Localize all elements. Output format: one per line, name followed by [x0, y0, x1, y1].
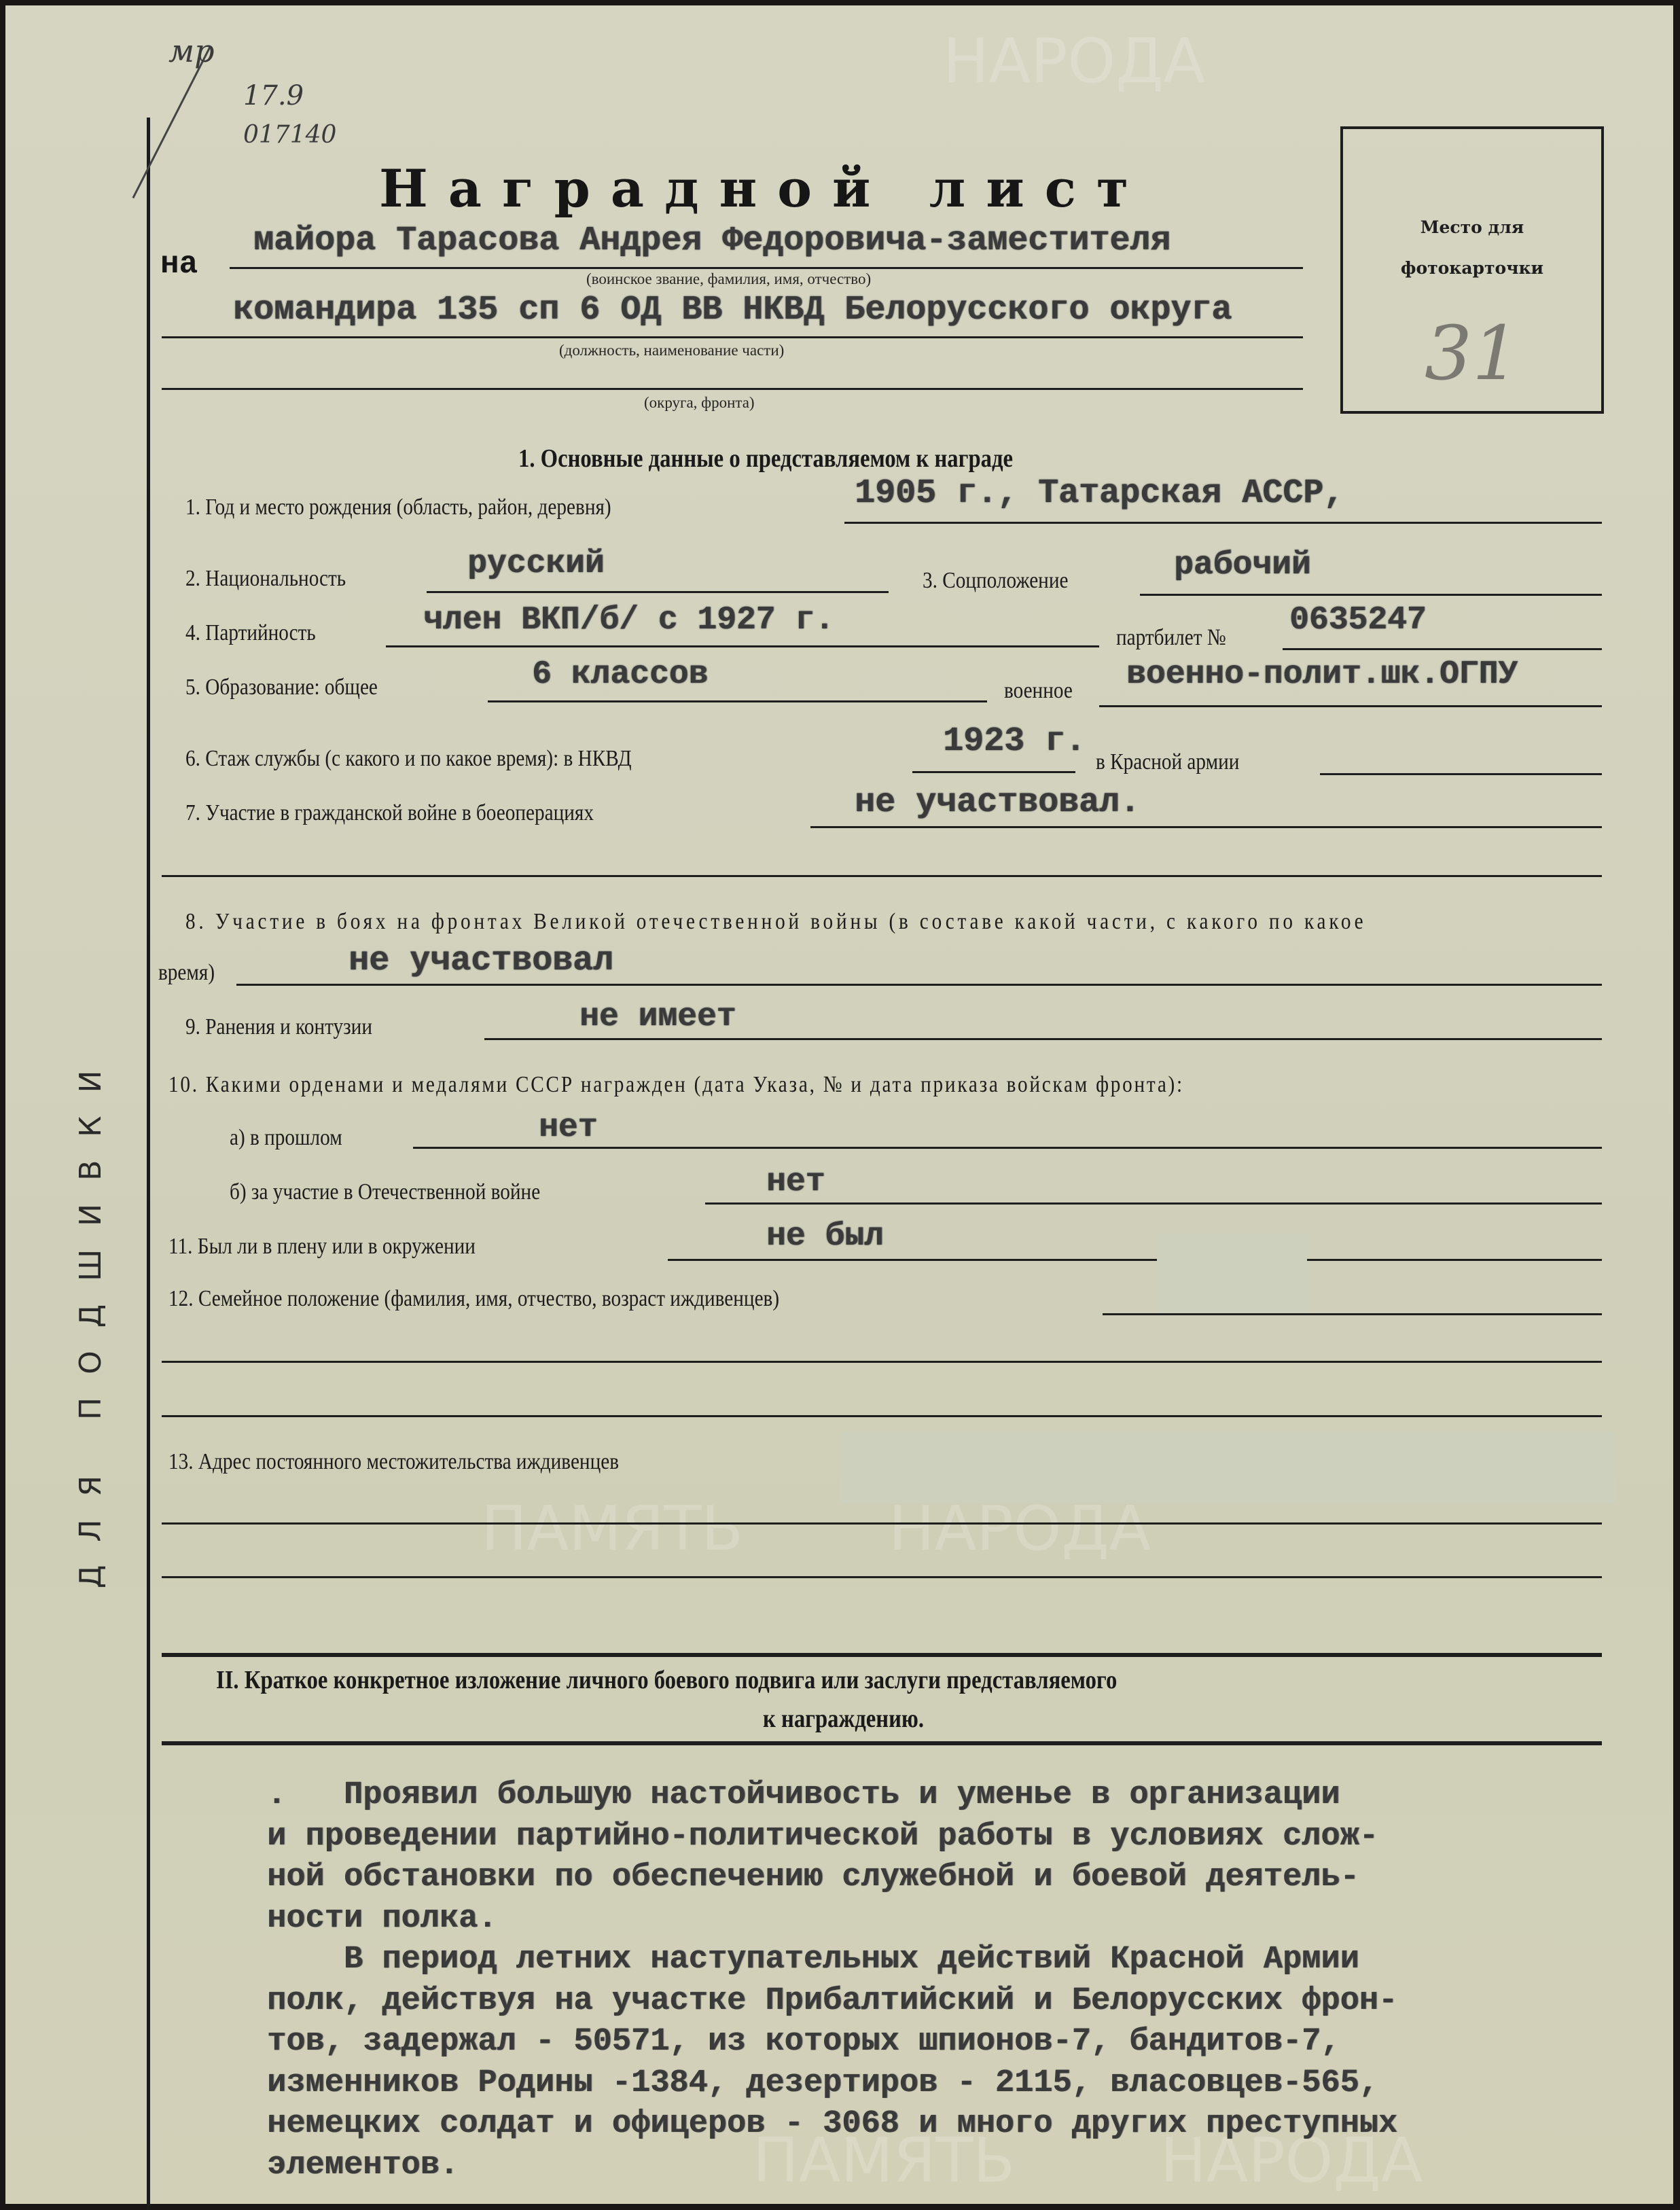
underline	[162, 875, 1602, 877]
recipient-name-line-1: майора Тарасова Андрея Федоровича-заместителя	[253, 221, 1171, 260]
handwritten-note: 017140	[243, 121, 337, 149]
underline	[162, 1576, 1602, 1578]
field-value-wounds: не имеет	[579, 999, 736, 1035]
field-label-civil-war: 7. Участие в гражданской войне в боеоперациях	[185, 800, 594, 825]
underline	[810, 826, 1602, 828]
award-sheet	[5, 5, 1673, 2204]
field-value-awards-past: нет	[539, 1109, 598, 1146]
photo-label-line-2: фотокарточки	[1400, 258, 1544, 278]
underline	[1283, 648, 1602, 650]
field-value-party: член ВКП/б/ с 1927 г.	[423, 602, 834, 639]
field-label-ww2: 8. Участие в боях на фронтах Великой отечественной войны (в составе какой части, с какого по какое	[185, 909, 1367, 934]
binding-margin-line	[147, 118, 150, 2210]
field-value-social-status: рабочий	[1174, 547, 1311, 584]
field-value-education: 6 классов	[532, 656, 709, 693]
underline	[484, 1038, 1602, 1040]
field-label-social-status: 3. Соцположение	[923, 568, 1069, 593]
field-label-education: 5. Образование: общее	[185, 675, 378, 700]
field-label-ww2-cont: время)	[158, 960, 215, 985]
title-prefix: на	[160, 247, 198, 282]
handwritten-note: мр	[168, 33, 215, 69]
underline	[162, 336, 1303, 338]
field-value-birth: 1905 г., Татарская АССР,	[855, 474, 1344, 513]
underline	[1306, 1259, 1602, 1261]
section-1-heading: 1. Основные данные о представляемом к награде	[518, 444, 1014, 473]
caption-position: (должность, наименование части)	[559, 342, 785, 359]
field-label-party: 4. Партийность	[185, 620, 316, 645]
caption-district: (округа, фронта)	[644, 394, 755, 411]
field-label-birth: 1. Год и место рождения (область, район, деревня)	[185, 495, 611, 520]
underline	[236, 984, 1602, 986]
watermark-text: ПАМЯТЬ	[481, 1493, 744, 1565]
field-value-party-card: 0635247	[1289, 602, 1427, 639]
underline	[1099, 705, 1602, 707]
watermark-text: НАРОДА	[1160, 2125, 1423, 2196]
field-label-captivity: 11. Был ли в плену или в окружении	[168, 1234, 476, 1259]
redacted-area	[841, 1432, 1615, 1503]
section-2-heading: II. Краткое конкретное изложение личного боевого подвига или заслуги представляемого	[216, 1666, 1118, 1694]
underline	[162, 1415, 1602, 1417]
underline	[488, 700, 987, 702]
field-label-wounds: 9. Ранения и контузии	[185, 1014, 372, 1039]
field-label-party-card: партбилет №	[1116, 625, 1226, 650]
section-2-heading-cont: к награждению.	[763, 1705, 925, 1733]
underline	[705, 1202, 1602, 1205]
watermark-text: ПАМЯТЬ	[753, 2125, 1016, 2196]
section-divider	[162, 1653, 1602, 1657]
photo-label-line-1: Место для	[1420, 217, 1524, 237]
merit-description: . Проявил большую настойчивость и уменье в организации и проведении партийно-политической работы в условиях слож- ной обстановки по обеспечению служебной и боевой деятель- ности полка. В период летних наступательных действий Красной Армии полк, действуя на участке Прибалтийский и Белорусских фрон- тов, задержал - 50571, из которых шпионов-7, бандитов-7, изменников Родины -1384, дезертиров - 2115, власовцев-565, немецких солдат и офицеров - 3068 и много других преступных элементов.	[267, 1777, 1398, 2184]
document-title: Наградной лист	[379, 158, 1149, 219]
field-label-military-education: военное	[1004, 678, 1073, 703]
caption-rank-name: (воинское звание, фамилия, имя, отчество)	[586, 270, 872, 287]
underline	[1103, 1313, 1602, 1315]
field-value-awards-ww2: нет	[766, 1164, 825, 1200]
field-value-nationality: русский	[467, 546, 605, 582]
binding-margin-label: ДЛЯ ПОДШИВКИ	[73, 1047, 108, 1588]
field-label-awards: 10. Какими орденами и медалями СССР награжден (дата Указа, № и дата приказа войскам фронта):	[168, 1072, 1184, 1097]
field-label-awards-past: а) в прошлом	[230, 1125, 342, 1150]
underline	[162, 388, 1303, 390]
field-value-civil-war: не участвовал.	[855, 783, 1141, 822]
field-value-military-education: военно-полит.шк.ОГПУ	[1126, 656, 1518, 693]
field-label-nationality: 2. Национальность	[185, 566, 346, 591]
underline	[668, 1259, 1157, 1261]
underline	[844, 522, 1602, 524]
underline	[413, 1147, 1602, 1149]
field-value-captivity: не был	[766, 1218, 884, 1255]
field-label-red-army: в Красной армии	[1096, 749, 1240, 774]
underline	[427, 591, 889, 593]
recipient-name-line-2: командира 135 сп 6 ОД ВВ НКВД Белорусского округа	[233, 291, 1232, 329]
redacted-area	[1158, 1234, 1307, 1315]
field-value-ww2: не участвовал	[348, 942, 614, 980]
underline	[162, 1522, 1602, 1525]
field-value-service: 1923 г.	[943, 722, 1086, 761]
field-label-awards-ww2: б) за участие в Отечественной войне	[230, 1179, 541, 1205]
section-divider	[162, 1741, 1602, 1745]
underline	[386, 645, 1099, 647]
handwritten-number: 31	[1425, 310, 1520, 397]
handwritten-note: 17.9	[243, 80, 304, 111]
underline	[1140, 594, 1602, 596]
field-label-family: 12. Семейное положение (фамилия, имя, отчество, возраст иждивенцев)	[168, 1286, 780, 1311]
underline	[162, 1361, 1602, 1363]
field-label-address: 13. Адрес постоянного местожительства иждивенцев	[168, 1449, 620, 1474]
watermark-text: НАРОДА	[943, 26, 1206, 97]
watermark-text: НАРОДА	[889, 1493, 1151, 1565]
field-label-service: 6. Стаж службы (с какого и по какое время): в НКВД	[185, 746, 632, 771]
photo-placeholder	[1340, 126, 1604, 414]
underline	[912, 771, 1075, 773]
underline	[230, 267, 1303, 269]
underline	[1320, 773, 1602, 775]
